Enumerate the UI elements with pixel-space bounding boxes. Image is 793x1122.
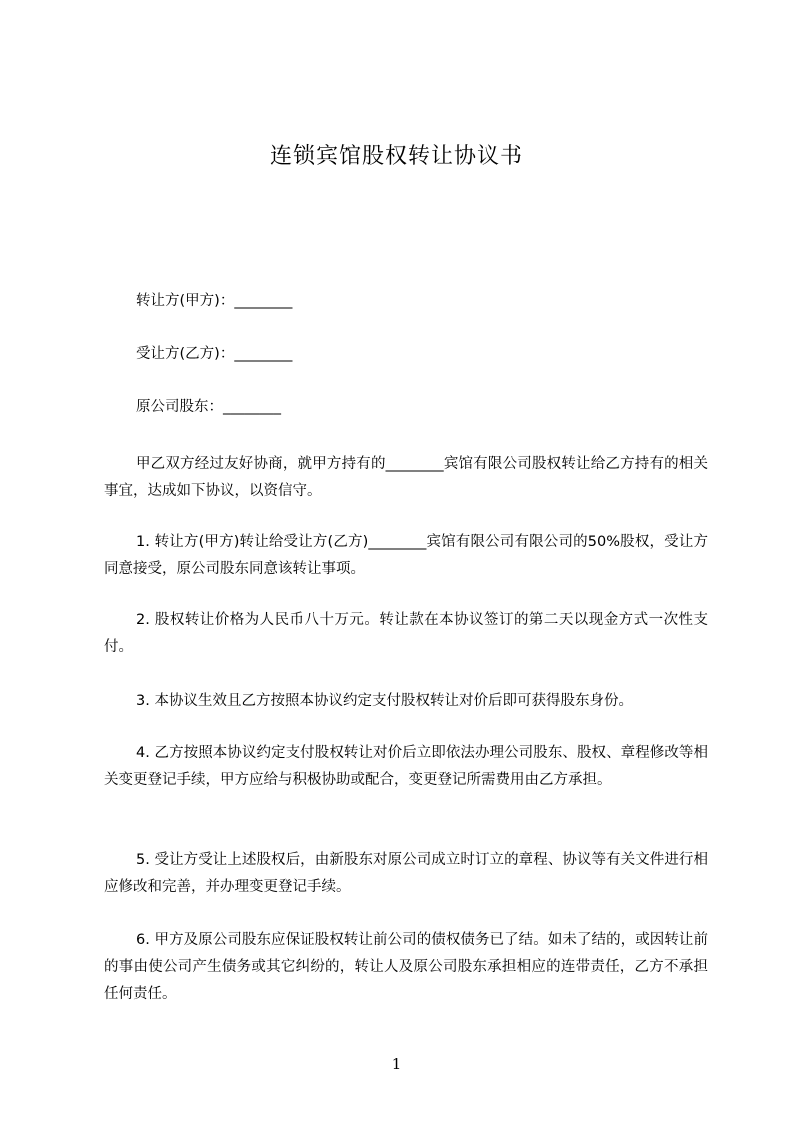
clause-5: 5. 受让方受让上述股权后，由新股东对原公司成立时订立的章程、协议等有关文件进行相应修改和完善，并办理变更登记手续。 (104, 852, 708, 895)
clause-2: 2. 股权转让价格为人民币八十万元。转让款在本协议签订的第二天以现金方式一次性支付。 (104, 612, 708, 655)
preamble-paragraph: 甲乙双方经过友好协商，就甲方持有的________宾馆有限公司股权转让给乙方持有的相关事宜，达成如下协议，以资信守。 (104, 456, 708, 499)
original-shareholder-field: 原公司股东：________ (136, 399, 281, 415)
clause-6: 6. 甲方及原公司股东应保证股权转让前公司的债权债务已了结。如未了结的，或因转让前的事由使公司产生债务或其它纠纷的，转让人及原公司股东承担相应的连带责任，乙方不承担任何责任。 (104, 932, 708, 1002)
page-number: 1 (391, 1055, 402, 1073)
clause-4: 4. 乙方按照本协议约定支付股权转让对价后立即依法办理公司股东、股权、章程修改等相关变更登记手续，甲方应给与积极协助或配合，变更登记所需费用由乙方承担。 (104, 745, 708, 788)
transferor-field: 转让方(甲方)：________ (136, 293, 293, 309)
transferee-field: 受让方(乙方)：________ (136, 346, 293, 362)
clause-1: 1. 转让方(甲方)转让给受让方(乙方)________宾馆有限公司有限公司的50%股权，受让方同意接受，原公司股东同意该转让事项。 (104, 534, 708, 577)
clause-3: 3. 本协议生效且乙方按照本协议约定支付股权转让对价后即可获得股东身份。 (136, 693, 633, 709)
document-title: 连锁宾馆股权转让协议书 (269, 144, 523, 169)
